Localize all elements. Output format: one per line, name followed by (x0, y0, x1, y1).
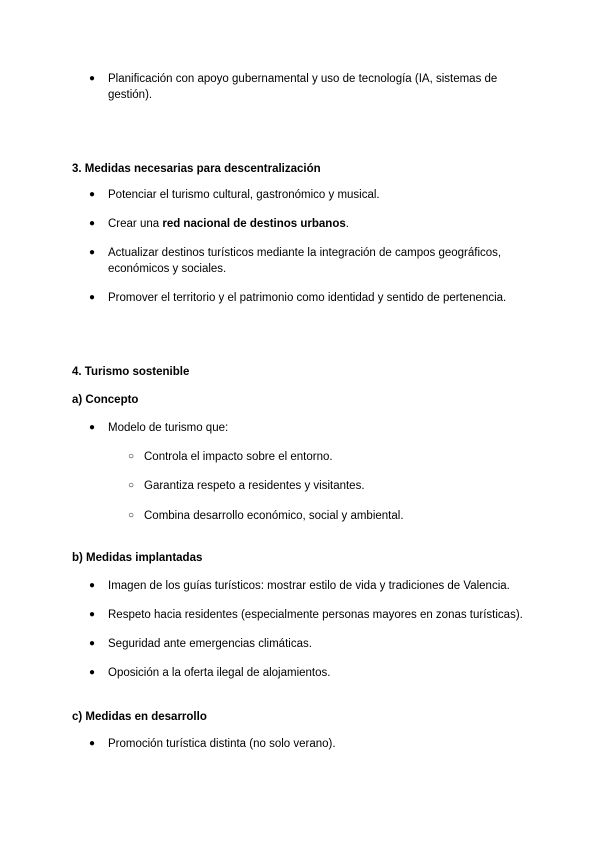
bullet-icon: ● (89, 218, 96, 229)
list-item-text: Modelo de turismo que: (108, 422, 229, 434)
bullet-icon: ● (89, 247, 96, 258)
circle-bullet-icon: ○ (128, 510, 135, 521)
section-4-heading: 4. Turismo sostenible (72, 366, 190, 378)
subsection-a-heading: a) Concepto (72, 394, 139, 406)
list-item-text: Respeto hacia residentes (especialmente personas mayores en zonas turísticas). (108, 609, 523, 621)
list-item-text: Seguridad ante emergencias climáticas. (108, 638, 312, 650)
bullet-icon: ● (89, 422, 96, 433)
bullet-icon: ● (89, 638, 96, 649)
bullet-icon: ● (89, 73, 96, 84)
list-item-text: Crear una red nacional de destinos urbanos. (108, 218, 349, 230)
list-item-text: Planificación con apoyo gubernamental y uso de tecnología (IA, sistemas de gestión). (108, 73, 498, 101)
bullet-icon: ● (89, 189, 96, 200)
list-item-text: Imagen de los guías turísticos: mostrar estilo de vida y tradiciones de Valencia. (108, 580, 510, 592)
list-item-text: Potenciar el turismo cultural, gastronómico y musical. (108, 189, 380, 201)
section-3-heading: 3. Medidas necesarias para descentralización (72, 163, 321, 175)
list-item-text: Actualizar destinos turísticos mediante la integración de campos geográficos, económicos y sociales. (108, 247, 502, 275)
bullet-icon: ● (89, 667, 96, 678)
bullet-icon: ● (89, 292, 96, 303)
list-item-text: Promover el territorio y el patrimonio como identidad y sentido de pertenencia. (108, 292, 507, 304)
bullet-icon: ● (89, 738, 96, 749)
sub-list-item-text: Garantiza respeto a residentes y visitantes. (144, 480, 365, 492)
subsection-b-heading: b) Medidas implantadas (72, 552, 203, 564)
circle-bullet-icon: ○ (128, 451, 135, 462)
circle-bullet-icon: ○ (128, 480, 135, 491)
bullet-icon: ● (89, 609, 96, 620)
list-item-text: Oposición a la oferta ilegal de alojamientos. (108, 667, 331, 679)
bullet-icon: ● (89, 580, 96, 591)
subsection-c-heading: c) Medidas en desarrollo (72, 711, 207, 723)
sub-list-item-text: Controla el impacto sobre el entorno. (144, 451, 333, 463)
sub-list-item-text: Combina desarrollo económico, social y ambiental. (144, 510, 404, 522)
emphasis-text: red nacional de destinos urbanos (162, 218, 346, 230)
list-item-text: Promoción turística distinta (no solo verano). (108, 738, 336, 750)
